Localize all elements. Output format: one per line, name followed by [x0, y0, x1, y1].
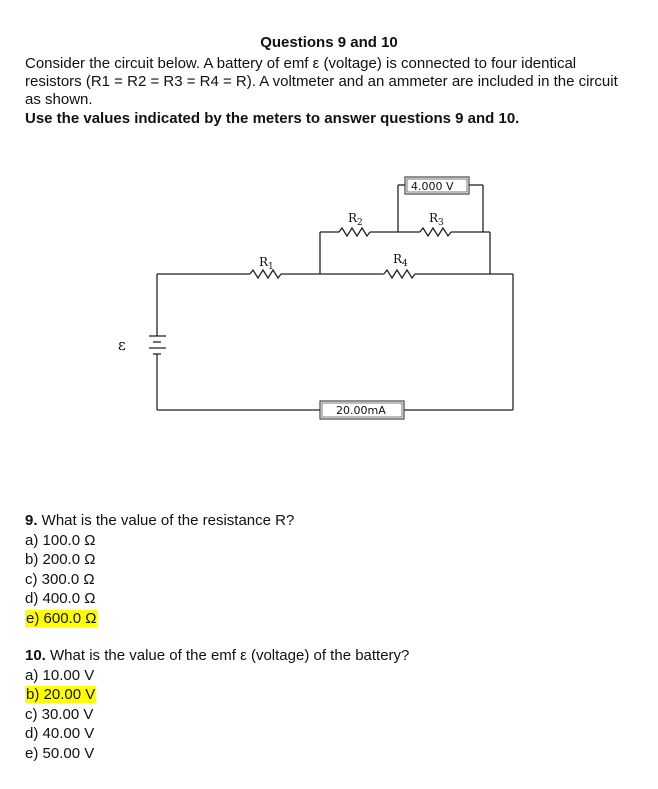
highlighted-answer: b) 20.00 V: [26, 686, 96, 703]
ammeter: [320, 401, 404, 419]
r2-label-main: R: [348, 211, 358, 225]
question-9: [25, 511, 294, 628]
question-10-option-b: [25, 685, 409, 705]
question-10-number: 10.: [25, 647, 46, 664]
r4-label-sub: 4: [402, 259, 408, 269]
option-text: c) 30.00 V: [25, 705, 94, 723]
question-10: [25, 646, 409, 763]
question-9-number: 9.: [25, 512, 38, 529]
r1-label: [259, 255, 274, 272]
option-text: c) 300.0 Ω: [25, 570, 95, 588]
r4-label-main: R: [393, 252, 403, 266]
question-10-option-d: [25, 724, 409, 744]
question-10-option-e: [25, 744, 409, 764]
option-text: e) 50.00 V: [25, 744, 95, 762]
r3-zigzag: [420, 228, 451, 236]
r2-zigzag: [339, 228, 370, 236]
question-9-stem: [25, 511, 294, 531]
option-text: a) 10.00 V: [25, 666, 95, 684]
instruction-text: Use the values indicated by the meters to answer questions 9 and 10.: [25, 110, 520, 127]
r1-zigzag: [250, 270, 281, 278]
option-text: b) 200.0 Ω: [25, 551, 96, 568]
r2-label: [348, 211, 363, 228]
r4-zigzag: [384, 270, 415, 278]
r4-label: [393, 252, 408, 269]
question-9-text: What is the value of the resistance R?: [37, 512, 295, 529]
question-9-option-e: [25, 609, 294, 629]
r3-label-main: R: [429, 211, 439, 225]
question-9-option-b: [25, 550, 294, 570]
question-9-option-c: [25, 570, 294, 590]
battery: [149, 336, 166, 354]
question-10-text: What is the value of the emf ε (voltage) of the battery?: [45, 647, 410, 664]
question-9-option-a: [25, 531, 294, 551]
option-text: d) 400.0 Ω: [25, 590, 96, 607]
question-10-stem: [25, 646, 409, 666]
option-text: a) 100.0 Ω: [25, 531, 96, 549]
page-title: Questions 9 and 10: [260, 34, 398, 51]
r3-label: [429, 211, 444, 228]
voltmeter-reading: 4.000 V: [411, 180, 454, 193]
question-10-option-c: [25, 705, 409, 725]
question-10-option-a: [25, 666, 409, 686]
emf-label: ε: [118, 336, 126, 354]
option-text: d) 40.00 V: [25, 725, 95, 742]
question-9-option-d: [25, 589, 294, 609]
intro-paragraph: Consider the circuit below. A battery of emf ε (voltage) is connected to four identical resistors (R1 = R2 = R3 = R4 = R). A voltmeter and an ammeter are included in the circuit as shown.: [25, 55, 618, 108]
highlighted-answer: e) 600.0 Ω: [26, 609, 97, 627]
r1-label-main: R: [259, 255, 269, 269]
circuit-diagram: [0, 160, 658, 440]
r3-label-sub: 3: [438, 218, 444, 228]
ammeter-reading: 20.00mA: [336, 404, 386, 417]
r2-label-sub: 2: [357, 218, 363, 228]
voltmeter: [405, 177, 469, 194]
r1-label-sub: 1: [268, 262, 274, 272]
